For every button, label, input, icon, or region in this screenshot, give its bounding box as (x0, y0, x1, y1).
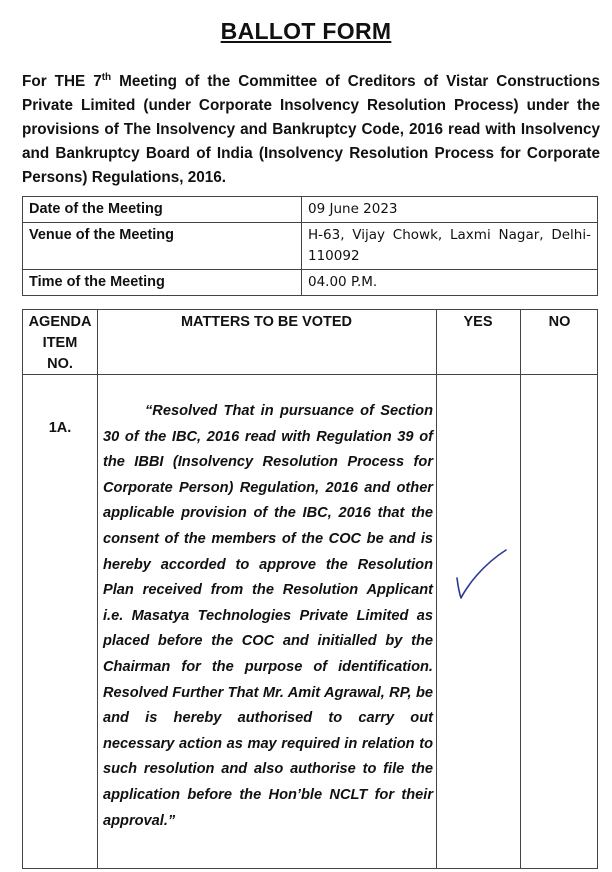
form-title: BALLOT FORM (220, 18, 392, 44)
intro-paragraph (22, 66, 600, 190)
handwritten-checkmark-icon (451, 548, 511, 613)
intro-ordinal-suffix: th (101, 72, 112, 83)
meeting-details-table (22, 196, 598, 296)
agenda-item-header (23, 310, 97, 375)
agenda-header-line: NO. (47, 356, 73, 372)
meeting-date-value: 09 June 2023 (302, 197, 598, 223)
column-divider (520, 310, 521, 868)
meeting-time-value: 04.00 P.M. (302, 270, 598, 296)
resolution-text: “Resolved That in pursuance of Section 30 of the IBC, 2016 read with Regulation 39 of the IBBI (Insolvency Resolution Process for Corporate Person) Regulation, 2016 and other applicable provision of the IBC, 2016 that the consent of the members of the COC be and is hereby accorded to approve the Resolution Plan received from the Resolution Applicant i.e. Masatya Technologies Private Limited as placed before the COC and initialled by the Chairman for the purpose of identification. Resolved Further That Mr. Amit Agrawal, RP, be and is hereby authorised to carry out necessary action as may required in relation to such resolution and also authorise to file the application before the Hon’ble NCLT for their approval.” (103, 403, 433, 829)
meeting-time-row (23, 270, 598, 296)
agenda-header-line: AGENDA (28, 314, 92, 330)
meeting-date-row (23, 197, 598, 223)
column-divider (436, 310, 437, 868)
meeting-date-label: Date of the Meeting (23, 197, 302, 223)
agenda-item-number: 1A. (48, 420, 72, 436)
matters-header: MATTERS TO BE VOTED (180, 314, 353, 330)
intro-prefix: For THE 7 (22, 73, 102, 91)
yes-header: YES (463, 314, 493, 330)
meeting-venue-row (23, 223, 598, 270)
header-divider (23, 374, 597, 375)
no-header: NO (548, 314, 571, 330)
voting-table (22, 309, 598, 869)
meeting-venue-label: Venue of the Meeting (23, 223, 302, 270)
meeting-time-label: Time of the Meeting (23, 270, 302, 296)
agenda-header-line: ITEM (42, 335, 78, 351)
meeting-venue-value: H-63, Vijay Chowk, Laxmi Nagar, Delhi-110092 (302, 223, 598, 270)
column-divider (97, 310, 98, 868)
intro-rest: Meeting of the Committee of Creditors of Vistar Constructions Private Limited (under Corporate Insolvency Resolution Process) under the provisions of The Insolvency and Bankruptcy Code, 2016 read with Insolvency and Bankruptcy Board of India (Insolvency Resolution Process for Corporate Persons) Regulations, 2016. (22, 73, 600, 187)
